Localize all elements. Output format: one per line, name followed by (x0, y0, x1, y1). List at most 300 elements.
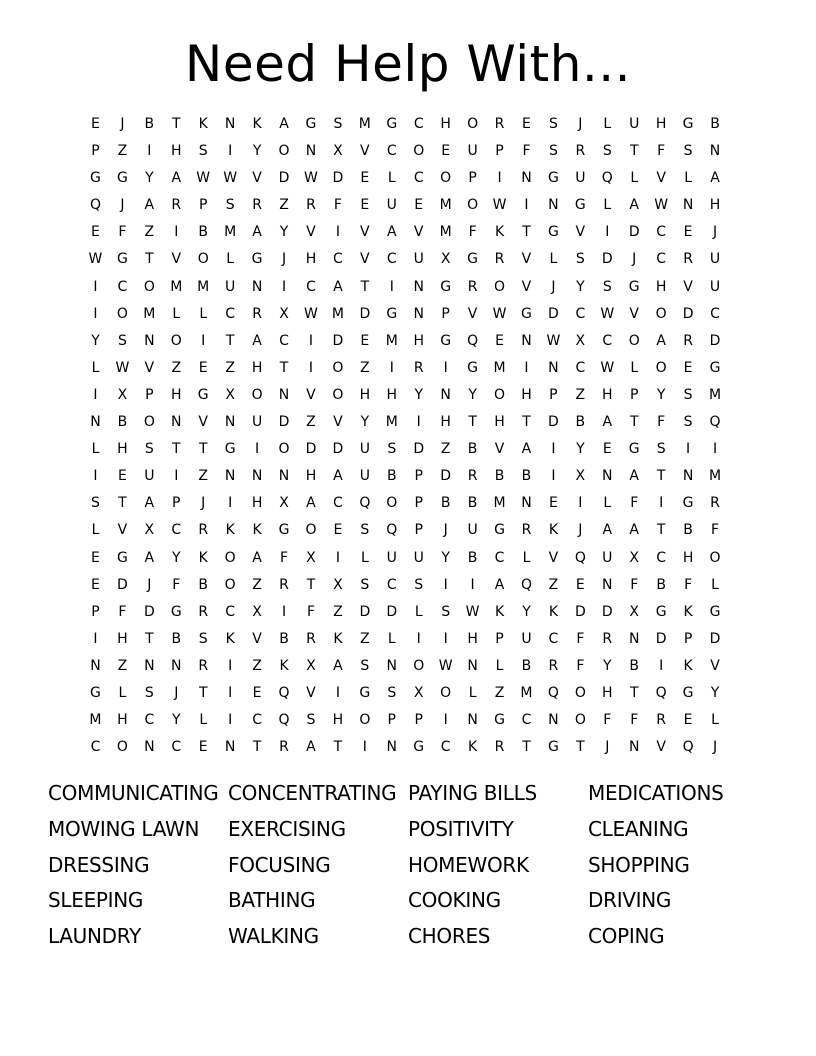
grid-letter: O (628, 332, 640, 349)
grid-letter: V (360, 224, 370, 241)
grid-letter: F (333, 197, 342, 214)
grid-letter: V (198, 414, 208, 431)
grid-letter: Y (468, 386, 477, 403)
grid-letter: I (281, 278, 287, 295)
grid-letter: A (252, 549, 262, 566)
word-list-item: BATHING (228, 888, 316, 913)
grid-letter: N (144, 739, 155, 756)
grid-letter: S (387, 441, 397, 458)
grid-letter: T (656, 468, 666, 485)
grid-letter: O (467, 116, 479, 132)
grid-letter: P (91, 143, 100, 160)
word-list-item: SLEEPING (48, 888, 144, 913)
grid-letter: Z (198, 468, 209, 485)
grid-letter: L (495, 657, 504, 674)
grid-letter: D (143, 603, 155, 620)
grid-letter: Q (574, 549, 586, 566)
grid-letter: T (629, 684, 639, 701)
grid-letter: B (386, 468, 397, 485)
grid-letter: C (602, 332, 613, 349)
grid-letter: T (522, 224, 531, 241)
grid-letter: C (386, 251, 397, 268)
grid-letter: V (521, 278, 532, 295)
grid-letter: B (521, 468, 532, 485)
grid-letter: D (548, 414, 559, 431)
grid-letter: M (385, 414, 398, 431)
grid-letter: F (576, 657, 585, 674)
grid-letter: A (306, 495, 316, 512)
grid-letter: V (683, 278, 693, 295)
grid-letter: I (93, 468, 98, 485)
grid-letter: R (602, 630, 613, 647)
grid-letter: C (333, 251, 343, 268)
grid-letter: F (118, 603, 127, 620)
grid-letter: Y (522, 603, 531, 620)
grid-letter: N (251, 278, 263, 295)
grid-letter: V (144, 359, 155, 376)
grid-letter: N (413, 305, 424, 322)
grid-letter: I (335, 549, 340, 566)
grid-letter: Z (494, 684, 505, 701)
grid-letter: V (494, 441, 505, 458)
grid-letter: Q (655, 684, 667, 701)
grid-letter: N (278, 468, 290, 485)
grid-letter: I (443, 576, 448, 593)
grid-letter: I (416, 414, 421, 431)
grid-letter: D (305, 441, 317, 458)
grid-letter: O (494, 386, 506, 403)
grid-letter: U (225, 278, 236, 295)
grid-letter: N (224, 116, 236, 132)
grid-letter: B (575, 414, 586, 431)
grid-letter: A (629, 468, 639, 485)
grid-letter: R (413, 359, 424, 376)
grid-letter: B (521, 657, 532, 674)
grid-letter: I (228, 712, 233, 729)
grid-letter: A (171, 170, 182, 187)
grid-letter: O (116, 739, 128, 756)
grid-letter: S (306, 712, 316, 729)
grid-letter: Y (360, 414, 370, 431)
grid-letter: U (467, 143, 478, 160)
grid-letter: G (682, 495, 694, 512)
grid-letter: I (335, 224, 340, 241)
grid-letter: R (252, 305, 262, 322)
grid-letter: G (574, 197, 586, 214)
grid-letter: T (522, 739, 531, 756)
grid-letter: G (386, 116, 398, 132)
grid-letter: E (522, 116, 531, 132)
grid-letter: F (172, 576, 181, 593)
grid-letter: Y (603, 657, 612, 674)
grid-letter: V (171, 251, 182, 268)
grid-letter: R (683, 251, 693, 268)
grid-letter: R (198, 657, 209, 674)
grid-letter: X (144, 522, 155, 539)
grid-letter: T (468, 414, 477, 431)
grid-letter: X (252, 603, 262, 620)
grid-letter: Z (144, 224, 155, 241)
grid-letter: I (524, 359, 529, 376)
grid-letter: T (333, 739, 343, 756)
grid-letter: N (305, 143, 317, 160)
grid-letter: X (629, 603, 640, 620)
grid-letter: M (170, 278, 183, 295)
grid-letter: E (333, 522, 343, 539)
grid-letter: K (548, 522, 558, 539)
grid-letter: B (467, 441, 478, 458)
grid-letter: F (603, 712, 612, 729)
puzzle-title: Need Help With... (184, 35, 632, 93)
grid-letter: K (198, 116, 208, 132)
grid-letter: Z (575, 386, 586, 403)
grid-letter: S (548, 116, 558, 132)
grid-letter: Z (360, 359, 370, 376)
grid-letter: R (198, 522, 209, 539)
grid-letter: S (117, 332, 127, 349)
grid-letter: I (228, 684, 233, 701)
grid-letter: G (90, 170, 101, 187)
grid-letter: N (278, 386, 290, 403)
grid-letter: T (172, 116, 181, 132)
grid-letter: C (225, 603, 236, 620)
grid-letter: M (439, 197, 452, 214)
grid-letter: A (333, 657, 343, 674)
grid-letter: R (494, 739, 505, 756)
grid-letter: I (605, 224, 610, 241)
grid-letter: C (710, 305, 720, 322)
grid-letter: I (443, 630, 448, 647)
grid-letter: S (360, 657, 370, 674)
grid-letter: G (709, 359, 721, 376)
grid-letter: E (548, 495, 558, 512)
grid-letter: O (413, 657, 425, 674)
grid-letter: T (522, 414, 531, 431)
grid-letter: O (116, 305, 128, 322)
grid-letter: U (709, 251, 721, 268)
grid-letter: L (360, 549, 369, 566)
grid-letter: V (710, 657, 720, 674)
grid-letter: T (656, 522, 666, 539)
grid-letter: N (224, 739, 236, 756)
grid-letter: H (440, 414, 451, 431)
grid-letter: L (172, 305, 181, 322)
grid-letter: I (659, 657, 664, 674)
grid-letter: X (117, 386, 128, 403)
grid-letter: C (440, 739, 451, 756)
grid-letter: M (493, 359, 506, 376)
grid-letter: J (605, 739, 610, 756)
grid-letter: W (223, 170, 238, 187)
grid-letter: G (170, 603, 182, 620)
grid-letter: L (468, 684, 477, 701)
grid-letter: I (578, 495, 583, 512)
grid-letter: P (145, 386, 154, 403)
grid-letter: O (386, 495, 398, 512)
grid-letter: M (439, 224, 452, 241)
grid-letter: Z (333, 603, 343, 620)
grid-letter: L (603, 495, 612, 512)
word-list-item: COPING (588, 924, 665, 949)
grid-letter: S (602, 278, 612, 295)
grid-letter: X (440, 251, 451, 268)
grid-letter: K (683, 657, 693, 674)
grid-letter: A (333, 278, 343, 295)
grid-letter: E (198, 739, 208, 756)
grid-letter: Y (656, 386, 666, 403)
word-list-item: CHORES (408, 924, 491, 949)
grid-letter: Q (386, 522, 398, 539)
grid-letter: E (91, 576, 100, 593)
grid-letter: D (117, 576, 128, 593)
grid-letter: M (708, 386, 722, 403)
grid-letter: D (655, 630, 667, 647)
grid-letter: P (495, 630, 504, 647)
grid-letter: B (629, 657, 640, 674)
grid-letter: W (600, 359, 615, 376)
grid-letter: O (305, 522, 317, 539)
grid-letter: C (656, 549, 667, 566)
grid-letter: Y (414, 386, 423, 403)
grid-letter: E (602, 441, 612, 458)
grid-letter: P (387, 712, 396, 729)
grid-letter: S (441, 603, 451, 620)
grid-letter: W (654, 197, 669, 214)
grid-letter: I (524, 197, 529, 214)
grid-letter: T (629, 414, 639, 431)
grid-letter: S (360, 576, 370, 593)
grid-letter: U (575, 170, 586, 187)
grid-letter: I (93, 305, 98, 322)
grid-letter: V (656, 170, 666, 187)
grid-letter: A (252, 224, 262, 241)
grid-letter: H (332, 712, 344, 729)
grid-letter: V (575, 224, 586, 241)
grid-letter: V (306, 386, 316, 403)
grid-letter: S (414, 576, 424, 593)
grid-letter: S (656, 441, 666, 458)
grid-letter: R (494, 116, 505, 132)
grid-letter: B (494, 468, 505, 485)
grid-letter: D (682, 305, 694, 322)
grid-letter: Z (440, 441, 451, 458)
grid-letter: G (547, 170, 559, 187)
grid-letter: L (199, 305, 208, 322)
grid-letter: L (711, 712, 719, 729)
grid-letter: G (521, 305, 532, 322)
grid-letter: M (143, 305, 156, 322)
grid-letter: F (118, 224, 127, 241)
grid-letter: H (709, 197, 721, 214)
grid-letter: Q (520, 576, 532, 593)
grid-letter: N (144, 332, 155, 349)
grid-letter: Z (252, 576, 262, 593)
grid-letter: B (467, 495, 478, 512)
grid-letter: H (251, 359, 263, 376)
grid-letter: N (548, 359, 559, 376)
grid-letter: X (413, 684, 424, 701)
grid-letter: V (548, 549, 559, 566)
grid-letter: Z (279, 197, 289, 214)
grid-letter: I (335, 684, 340, 701)
grid-letter: A (333, 468, 343, 485)
grid-letter: T (198, 684, 208, 701)
grid-letter: N (251, 468, 263, 485)
grid-letter: N (386, 739, 398, 756)
grid-letter: K (252, 522, 262, 539)
grid-letter: K (683, 603, 693, 620)
grid-letter: O (143, 278, 155, 295)
grid-letter: K (494, 603, 505, 620)
grid-letter: W (304, 170, 318, 187)
grid-letter: L (630, 359, 639, 376)
grid-letter: P (414, 522, 423, 539)
grid-letter: A (521, 441, 532, 458)
grid-letter: R (279, 739, 289, 756)
grid-letter: X (333, 143, 343, 160)
word-list-item: MEDICATIONS (588, 781, 724, 805)
grid-letter: A (710, 170, 720, 187)
grid-letter: U (413, 251, 424, 268)
word-list-item: POSITIVITY (408, 816, 514, 841)
grid-letter: P (495, 143, 504, 160)
grid-letter: W (196, 170, 211, 187)
grid-letter: G (467, 251, 479, 268)
grid-letter: I (281, 603, 287, 620)
grid-letter: F (522, 143, 531, 160)
grid-letter: N (521, 332, 532, 349)
grid-letter: C (225, 305, 236, 322)
grid-letter: B (144, 116, 155, 132)
grid-letter: W (600, 305, 615, 322)
grid-letter: N (548, 712, 559, 729)
grid-letter: I (93, 278, 98, 295)
grid-letter: V (252, 630, 262, 647)
word-list-item: LAUNDRY (48, 924, 142, 949)
grid-letter: H (655, 278, 667, 295)
grid-letter: P (441, 305, 450, 322)
grid-letter: L (603, 197, 612, 214)
grid-letter: S (225, 197, 235, 214)
grid-letter: I (443, 712, 448, 729)
grid-letter: L (387, 630, 396, 647)
grid-letter: T (145, 251, 154, 268)
grid-letter: K (333, 630, 343, 647)
grid-letter: J (281, 251, 287, 268)
grid-letter: V (306, 684, 316, 701)
grid-letter: I (362, 739, 367, 756)
grid-letter: M (385, 332, 398, 349)
grid-letter: G (440, 332, 452, 349)
grid-letter: C (386, 143, 397, 160)
grid-letter: R (548, 657, 559, 674)
grid-letter: D (709, 332, 721, 349)
grid-letter: O (278, 143, 290, 160)
grid-letter: O (574, 712, 586, 729)
grid-letter: C (656, 224, 667, 241)
grid-letter: E (198, 359, 208, 376)
grid-letter: L (711, 576, 719, 593)
grid-letter: Z (171, 359, 182, 376)
grid-letter: O (494, 278, 506, 295)
grid-letter: C (171, 739, 182, 756)
grid-letter: D (574, 603, 586, 620)
grid-letter: E (360, 332, 370, 349)
grid-letter: V (117, 522, 128, 539)
grid-letter: F (306, 603, 315, 620)
grid-letter: O (170, 332, 182, 349)
grid-letter: Y (91, 332, 100, 349)
grid-letter: R (467, 278, 478, 295)
grid-letter: N (467, 657, 478, 674)
grid-letter: F (630, 576, 639, 593)
grid-letter: H (413, 332, 424, 349)
grid-letter: F (630, 495, 639, 512)
grid-letter: F (657, 414, 666, 431)
grid-letter: C (521, 712, 532, 729)
grid-letter: W (492, 305, 507, 322)
grid-letter: E (91, 116, 100, 132)
grid-letter: R (683, 332, 693, 349)
grid-letter: V (252, 170, 262, 187)
grid-letter: O (332, 359, 344, 376)
grid-letter: R (306, 197, 316, 214)
grid-letter: I (308, 359, 314, 376)
grid-letter: G (655, 603, 667, 620)
grid-letter: O (359, 712, 371, 729)
grid-letter: H (359, 386, 371, 403)
grid-letter: S (683, 414, 693, 431)
grid-letter: W (88, 251, 103, 268)
grid-letter: N (467, 712, 478, 729)
grid-letter: I (389, 278, 394, 295)
grid-letter: H (117, 712, 128, 729)
grid-letter: G (628, 441, 640, 458)
grid-letter: C (306, 278, 316, 295)
grid-letter: I (551, 468, 556, 485)
grid-letter: U (467, 522, 478, 539)
grid-letter: M (493, 495, 506, 512)
grid-letter: N (521, 495, 532, 512)
grid-letter: H (117, 441, 128, 458)
grid-letter: Y (252, 143, 262, 160)
grid-letter: C (90, 739, 101, 756)
grid-letter: B (440, 495, 451, 512)
grid-letter: T (360, 278, 370, 295)
grid-letter: L (522, 549, 531, 566)
grid-letter: N (90, 414, 101, 431)
grid-letter: Q (278, 712, 290, 729)
grid-letter: R (171, 197, 182, 214)
grid-letter: F (711, 522, 720, 539)
grid-letter: W (546, 332, 561, 349)
grid-letter: G (547, 739, 559, 756)
grid-letter: G (494, 712, 505, 729)
grid-letter: B (656, 576, 666, 593)
grid-letter: L (603, 116, 612, 132)
grid-letter: N (521, 170, 532, 187)
grid-letter: U (386, 549, 397, 566)
grid-letter: O (574, 684, 586, 701)
grid-letter: A (144, 495, 155, 512)
grid-letter: O (278, 441, 290, 458)
grid-letter: I (686, 441, 691, 458)
grid-letter: E (575, 576, 585, 593)
grid-letter: K (468, 739, 478, 756)
grid-letter: O (224, 549, 236, 566)
grid-letter: C (413, 170, 424, 187)
grid-letter: A (306, 739, 316, 756)
